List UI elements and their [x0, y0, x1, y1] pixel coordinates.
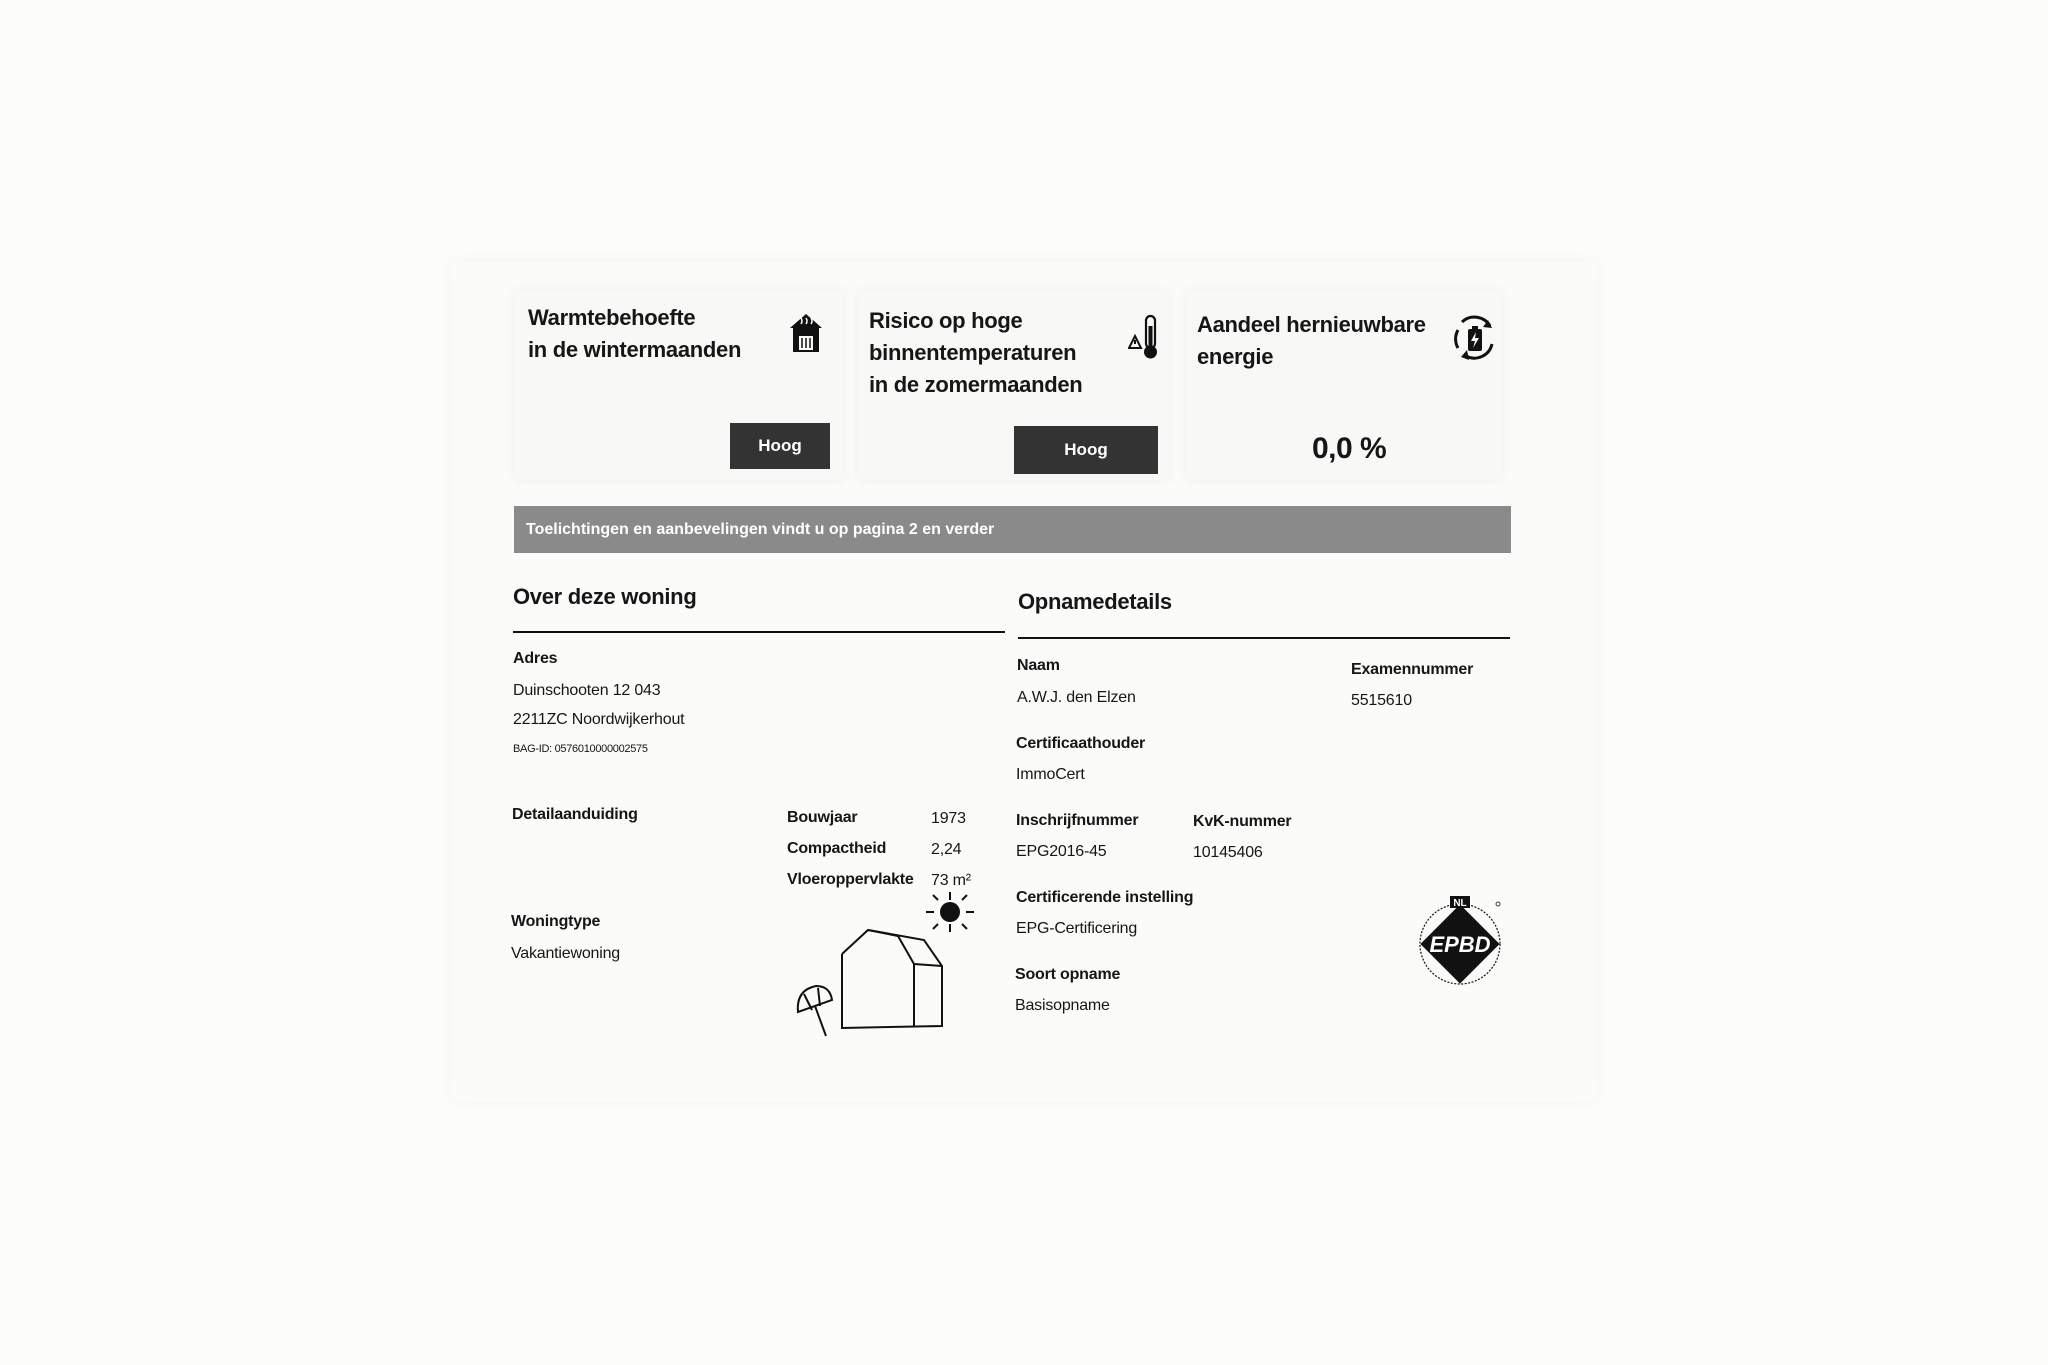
hernieuwbare-energie-value: 0,0 % — [1312, 432, 1387, 465]
soort-opname-value: Basisopname — [1015, 997, 1110, 1014]
inschrijfnummer-label: Inschrijfnummer — [1016, 812, 1139, 829]
section-rule-opname — [1018, 637, 1510, 639]
bag-id: BAG-ID: 0576010000002575 — [513, 743, 648, 755]
kvk-label: KvK-nummer — [1193, 813, 1292, 830]
woningtype-label: Woningtype — [511, 913, 601, 930]
certificerende-instelling-value: EPG-Certificering — [1016, 920, 1138, 937]
kvk-value: 10145406 — [1193, 844, 1263, 861]
holiday-house-illustration — [790, 888, 980, 1040]
card-binnentemperatuur-title: Risico op hoge binnentemperaturen in de zomermaanden — [869, 308, 1083, 397]
house-heating-icon — [788, 308, 824, 356]
spec-value-compactheid: 2,24 — [931, 841, 962, 858]
detail-label: Detailaanduiding — [512, 806, 638, 823]
recommendations-banner: Toelichtingen en aanbevelingen vindt u op pagina 2 en verder — [514, 506, 1511, 553]
address-line-1: Duinschooten 12 043 — [513, 682, 661, 699]
section-title-opname: Opnamedetails — [1018, 589, 1172, 614]
naam-value: A.W.J. den Elzen — [1017, 689, 1136, 706]
epbd-logo — [1418, 890, 1504, 1000]
address-label: Adres — [513, 650, 558, 667]
certificaathouder-label: Certificaathouder — [1016, 735, 1146, 752]
examennummer-value: 5515610 — [1351, 692, 1412, 709]
card-warmtebehoefte-title: Warmtebehoefte in de wintermaanden — [528, 305, 742, 362]
spec-label-vloeroppervlakte: Vloeroppervlakte — [787, 871, 914, 888]
epbd-logo-text: EPBD — [1429, 932, 1491, 957]
warmtebehoefte-rating-badge: Hoog — [730, 423, 830, 469]
naam-label: Naam — [1017, 657, 1060, 674]
binnentemperatuur-rating-badge: Hoog — [1014, 426, 1158, 474]
spec-label-compactheid: Compactheid — [787, 840, 887, 857]
spec-label-bouwjaar: Bouwjaar — [787, 809, 858, 826]
thermometer-warning-icon — [1128, 312, 1162, 362]
epbd-logo-badge: NL — [1453, 898, 1467, 909]
examennummer-label: Examennummer — [1351, 661, 1474, 678]
spec-value-bouwjaar: 1973 — [931, 810, 966, 827]
section-rule-woning — [513, 631, 1005, 633]
card-hernieuwbare-energie-title: Aandeel hernieuwbare energie — [1197, 312, 1426, 369]
soort-opname-label: Soort opname — [1015, 966, 1121, 983]
inschrijfnummer-value: EPG2016-45 — [1016, 843, 1107, 860]
certificaathouder-value: ImmoCert — [1016, 766, 1085, 783]
address-line-2: 2211ZC Noordwijkerhout — [513, 711, 685, 728]
certificerende-instelling-label: Certificerende instelling — [1016, 889, 1194, 906]
renewable-battery-icon — [1452, 312, 1498, 364]
spec-value-vloeroppervlakte: 73 m² — [931, 872, 971, 889]
section-title-woning: Over deze woning — [513, 584, 697, 609]
woningtype-value: Vakantiewoning — [511, 945, 620, 962]
